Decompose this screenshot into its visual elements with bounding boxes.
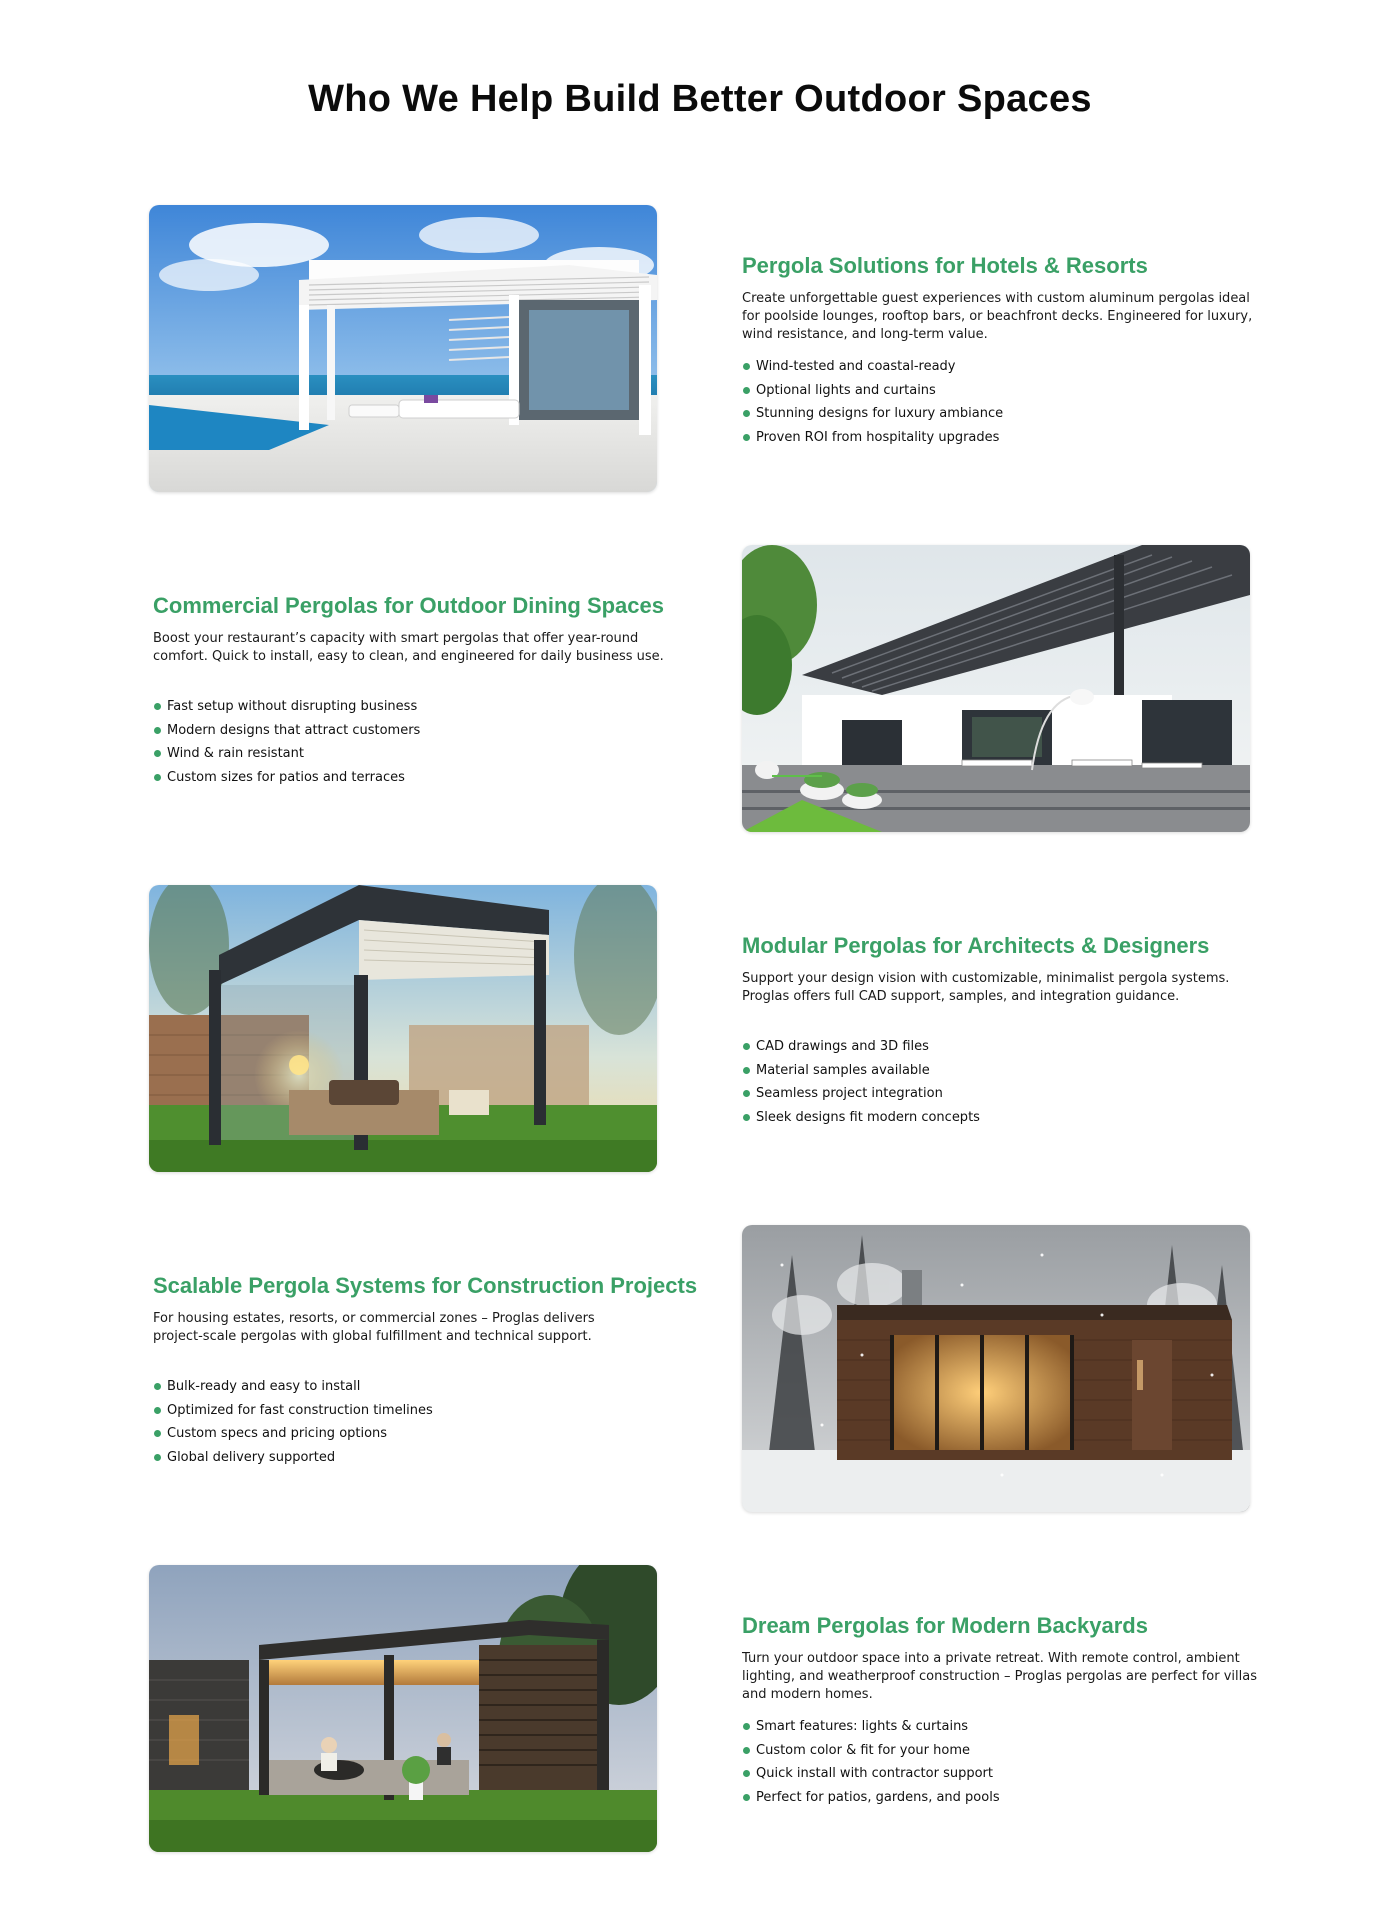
bullet-list: [153, 695, 673, 789]
list-item: Stunning designs for luxury ambiance: [742, 402, 1262, 426]
restaurant-pergola-photo: [742, 545, 1250, 832]
section-title: Pergola Solutions for Hotels & Resorts: [742, 253, 1148, 278]
bullet-dot-icon: [743, 387, 750, 394]
architect-pergola-photo: [149, 885, 657, 1172]
list-item: CAD drawings and 3D files: [742, 1035, 1262, 1059]
list-item: Smart features: lights & curtains: [742, 1715, 1262, 1739]
list-item: Seamless project integration: [742, 1082, 1262, 1106]
section-title: Commercial Pergolas for Outdoor Dining Spaces: [153, 593, 664, 618]
list-item: Fast setup without disrupting business: [153, 695, 673, 719]
bullet-dot-icon: [743, 1090, 750, 1097]
bullet-list: [742, 1035, 1262, 1129]
section-description: Create unforgettable guest experiences with custom aluminum pergolas ideal for poolside lounges, rooftop bars, or beachfront decks. Engineered for luxury, wind resistance, and long-term value.: [742, 291, 1253, 342]
bullet-dot-icon: [743, 1794, 750, 1801]
section-title: Scalable Pergola Systems for Construction Projects: [153, 1273, 698, 1298]
bullet-dot-icon: [743, 1770, 750, 1777]
bullet-dot-icon: [743, 1043, 750, 1050]
list-item: Custom sizes for patios and terraces: [153, 766, 673, 790]
list-item: Sleek designs fit modern concepts: [742, 1106, 1262, 1130]
section-description: Turn your outdoor space into a private retreat. With remote control, ambient lighting, and weatherproof construction – Proglas pergolas are perfect for villas and modern homes.: [742, 1651, 1257, 1702]
hotel-resort-pergola-photo: [149, 205, 657, 492]
list-item: Wind-tested and coastal-ready: [742, 355, 1262, 379]
list-item: Perfect for patios, gardens, and pools: [742, 1786, 1262, 1810]
list-item: Custom specs and pricing options: [153, 1422, 673, 1446]
list-item: Global delivery supported: [153, 1446, 673, 1470]
bullet-dot-icon: [743, 1114, 750, 1121]
bullet-list: [742, 355, 1262, 449]
list-item: Optional lights and curtains: [742, 379, 1262, 403]
bullet-dot-icon: [154, 1383, 161, 1390]
section-title: Modular Pergolas for Architects & Designers: [742, 933, 1210, 958]
bullet-dot-icon: [154, 727, 161, 734]
list-item: Quick install with contractor support: [742, 1762, 1262, 1786]
section-hotels: [742, 252, 1262, 449]
backyard-pergola-photo: [149, 1565, 657, 1852]
section-backyards: [742, 1612, 1262, 1809]
bullet-dot-icon: [743, 1067, 750, 1074]
list-item: Modern designs that attract customers: [153, 719, 673, 743]
section-title: Dream Pergolas for Modern Backyards: [742, 1613, 1148, 1638]
bullet-dot-icon: [154, 750, 161, 757]
bullet-dot-icon: [743, 1747, 750, 1754]
list-item: Material samples available: [742, 1059, 1262, 1083]
bullet-dot-icon: [154, 774, 161, 781]
section-construction: [153, 1272, 698, 1469]
bullet-dot-icon: [743, 363, 750, 370]
construction-pergola-photo: [742, 1225, 1250, 1512]
section-description: For housing estates, resorts, or commercial zones – Proglas delivers project-scale pergolas with global fulfillment and technical support.: [153, 1311, 595, 1344]
list-item: Proven ROI from hospitality upgrades: [742, 426, 1262, 450]
bullet-list: [153, 1375, 673, 1469]
section-commercial-dining: [153, 592, 673, 789]
bullet-dot-icon: [154, 703, 161, 710]
list-item: Custom color & fit for your home: [742, 1739, 1262, 1763]
section-description: Support your design vision with customizable, minimalist pergola systems. Proglas offers full CAD support, samples, and integration guidance.: [742, 971, 1230, 1004]
section-architects: [742, 932, 1262, 1129]
bullet-dot-icon: [154, 1407, 161, 1414]
bullet-list: [742, 1715, 1262, 1809]
list-item: Bulk-ready and easy to install: [153, 1375, 673, 1399]
bullet-dot-icon: [154, 1430, 161, 1437]
bullet-dot-icon: [743, 410, 750, 417]
bullet-dot-icon: [743, 434, 750, 441]
bullet-dot-icon: [154, 1454, 161, 1461]
section-description: Boost your restaurant’s capacity with smart pergolas that offer year-round comfort. Quick to install, easy to clean, and engineered for daily business use.: [153, 631, 664, 664]
list-item: Wind & rain resistant: [153, 742, 673, 766]
page-title: Who We Help Build Better Outdoor Spaces: [308, 78, 1092, 120]
list-item: Optimized for fast construction timelines: [153, 1399, 673, 1423]
bullet-dot-icon: [743, 1723, 750, 1730]
